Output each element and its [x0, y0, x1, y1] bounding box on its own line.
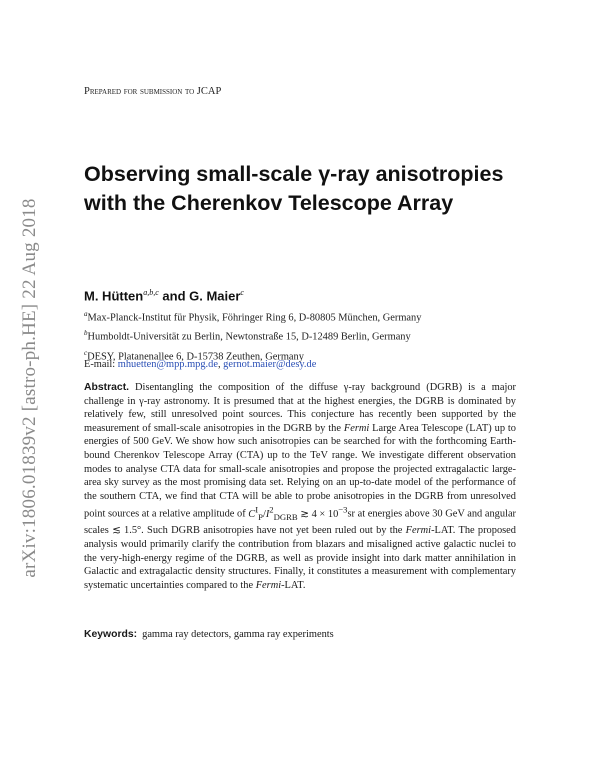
- affiliation-line: [84, 307, 534, 326]
- keywords-text: gamma ray detectors, gamma ray experiments: [142, 629, 334, 640]
- formula-subscript: DGRB: [273, 511, 298, 522]
- abstract-paragraph: [84, 381, 516, 592]
- abstract-label: Abstract.: [84, 382, 130, 393]
- author-affiliation-marks: c: [240, 288, 244, 297]
- arxiv-id-text: arXiv:1806.01839v2 [astro-ph.HE] 22 Aug 2018: [19, 198, 40, 578]
- email-label: E-mail:: [84, 359, 116, 370]
- fermi-italic: Fermi: [255, 579, 282, 591]
- affiliation-text: DESY, Platanenallee 6, D-15738 Zeuthen, Germany: [87, 351, 304, 362]
- affiliation-text: Max-Planck-Institut für Physik, Föhringer Ring 6, D-80805 München, Germany: [87, 312, 422, 324]
- author-list: [84, 288, 244, 303]
- anisotropy-formula: [248, 504, 348, 522]
- abstract-text: Large Area Telescope (LAT) up to energies of 500 GeV. We show how such anisotropies can be searched for with the forthcoming Earth-bound Cherenkov Telescope Array (CTA) up to the TeV range. We investigate different observation modes to analyse CTA data for small-scale anisotropies and propose the projected extragalactic large-area sky survey as the most promising data set. Relying on an up-to-date model of the performance of the southern CTA, we find that CTA will be able to probe anisotropies in the DGRB from unresolved point sources at a relative amplitude of: [84, 422, 516, 520]
- keywords-label: Keywords:: [84, 629, 138, 640]
- affiliation-line: [84, 326, 534, 345]
- arxiv-identifier-stamp: [0, 0, 60, 776]
- paper-title: Observing small-scale γ-ray anisotropies with the Cherenkov Telescope Array: [84, 162, 504, 215]
- affiliation-mark: b: [84, 329, 88, 338]
- author-conjunction: and: [158, 288, 190, 304]
- keywords-line: [84, 629, 516, 640]
- abstract-text: Disentangling the composition of the diffuse γ-ray background (DGRB) is a major challenge in γ-ray astronomy. It is presumed that at the highest energies, the DGRB is dominated by relatively few, still unresolved point sources. This conjecture has recently been supported by the measurement of small-scale anisotropies in the DGRB by the: [84, 382, 516, 434]
- formula-text: ≳ 4 × 10: [297, 508, 339, 520]
- author-name: G. Maier: [189, 288, 241, 304]
- affiliation-list: [84, 307, 534, 365]
- email-link[interactable]: mhuetten@mpp.mpg.de: [117, 359, 218, 370]
- email-separator: ,: [217, 359, 224, 370]
- abstract-text: sr at energies above 30 GeV and angular scales ≲ 1.5°. Such DGRB anisotropies have not yet been ruled out by the: [84, 508, 517, 537]
- formula-exponent: −3: [338, 504, 348, 515]
- formula-subscript: P: [258, 511, 263, 522]
- abstract-text: -LAT. The proposed analysis would primarily clarify the contribution from blazars and misaligned active galactic nuclei to the very-high-energy regime of the DGRB, as well as provide insight into dark matter annihilation in Galactic and extragalactic density structures. Finally, it constitutes a measurement with complementary systematic uncertainties compared to the: [84, 525, 516, 591]
- fermi-italic: Fermi: [405, 525, 432, 537]
- email-link[interactable]: gernot.maier@desy.de: [223, 359, 317, 370]
- fermi-italic: Fermi: [343, 422, 370, 434]
- prepared-for-submission-note: Prepared for submission to JCAP: [84, 86, 222, 97]
- formula-symbol: C: [248, 508, 256, 520]
- abstract-text: -LAT.: [281, 579, 306, 591]
- author-affiliation-marks: a,b,c: [143, 288, 159, 297]
- author-name: M. Hütten: [84, 288, 144, 304]
- affiliation-mark: c: [84, 348, 88, 357]
- email-line: [84, 359, 316, 370]
- affiliation-text: Humboldt-Universität zu Berlin, Newtonstraße 15, D-12489 Berlin, Germany: [87, 331, 411, 343]
- formula-superscript: I: [255, 504, 259, 515]
- formula-slash: /: [262, 508, 266, 520]
- formula-symbol: I: [265, 508, 270, 520]
- affiliation-mark: a: [84, 310, 88, 318]
- formula-superscript: 2: [269, 504, 274, 515]
